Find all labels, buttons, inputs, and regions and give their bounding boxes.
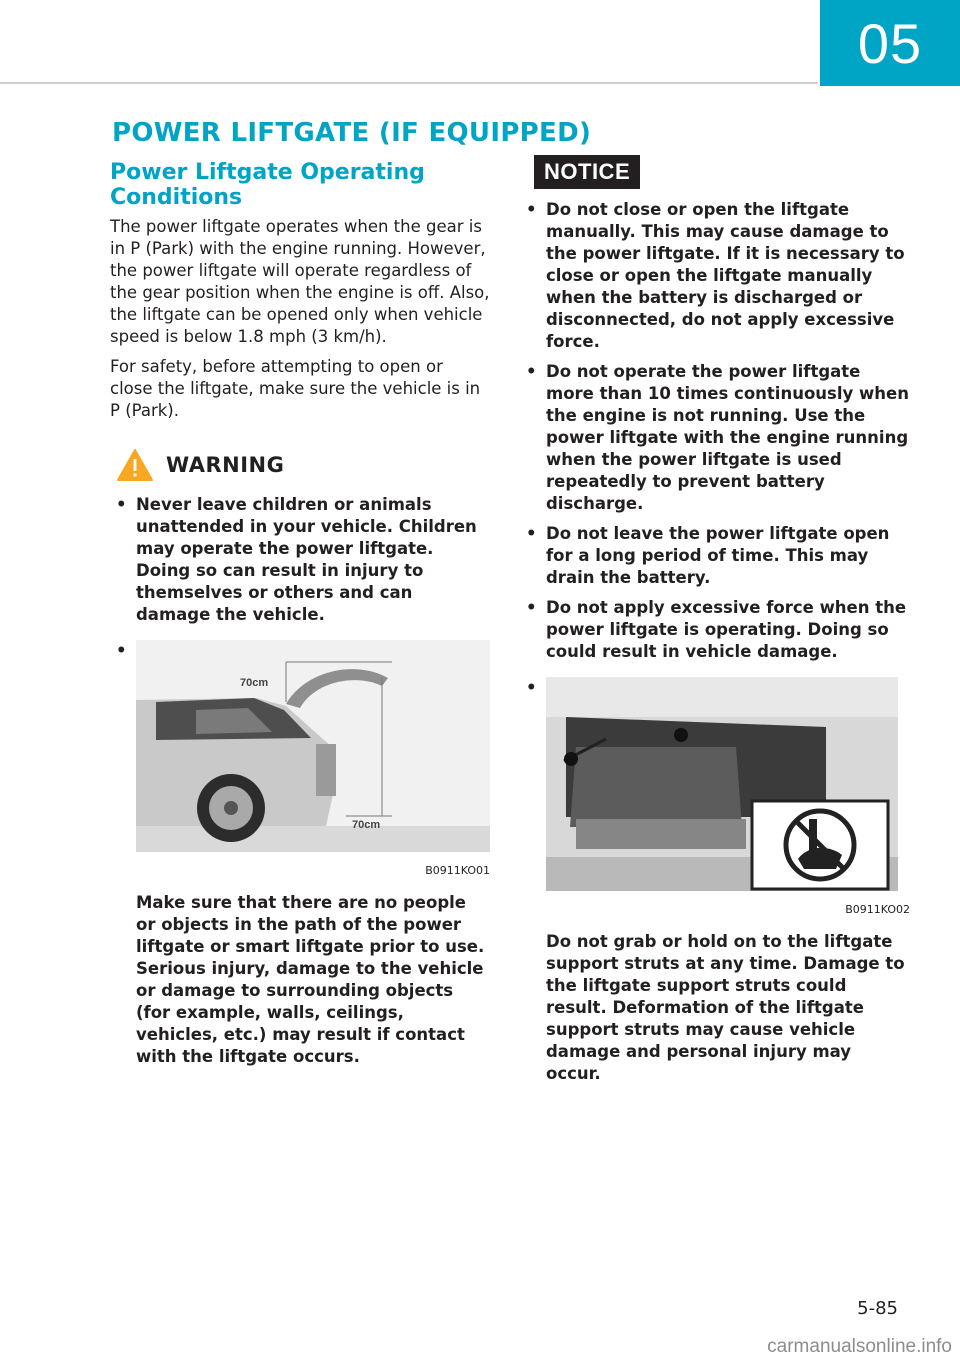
notice-text: Do not operate the power liftgate more than 10 times continuously when the engine is not running. Use the power liftgate with the engine running when the power liftgate is used repeatedly to prevent battery discharge.: [546, 362, 909, 513]
list-item: [520, 677, 910, 1085]
list-item: [110, 640, 490, 1068]
bullet: •: [526, 598, 537, 617]
bullet: •: [526, 678, 537, 697]
list-item: [520, 597, 910, 663]
figure-liftgate-struts: [546, 677, 910, 921]
warning-triangle-icon: [116, 448, 154, 482]
paragraph-operating-conditions: The power liftgate operates when the gear is in P (Park) with the engine running. However, the power liftgate will operate regardless of the gear position when the engine is off. Also, the liftgate can be opened only when vehicle speed is below 1.8 mph (3 km/h).: [110, 217, 490, 346]
notice-text: Do not close or open the liftgate manually. This may cause damage to the power liftgate. If it is necessary to close or open the liftgate manually when the battery is discharged or disconnected, do not apply excessive force.: [546, 200, 905, 351]
bullet: •: [526, 200, 537, 219]
bullet: •: [526, 524, 537, 543]
page-number: 5-85: [857, 1298, 898, 1319]
notice-label: NOTICE: [534, 155, 640, 189]
liftgate-struts-image: [546, 677, 898, 891]
chapter-tab: [820, 0, 960, 86]
right-column: [520, 155, 910, 1093]
bullet: •: [116, 641, 127, 660]
list-item: [110, 494, 490, 626]
notice-text: Do not grab or hold on to the liftgate support struts at any time. Damage to the liftgate support struts could result. Deformation of the liftgate support struts may cause vehicle damage and personal injury may occur.: [546, 932, 905, 1083]
notice-text: Do not leave the power liftgate open for a long period of time. This may drain the battery.: [546, 524, 890, 587]
list-item: [520, 199, 910, 353]
left-column: [110, 160, 490, 1076]
bullet: •: [526, 362, 537, 381]
clearance-label-bottom: 70cm: [352, 819, 381, 831]
paragraph-safety: For safety, before attempting to open or close the liftgate, make sure the vehicle is in P (Park).: [110, 357, 481, 420]
list-item: [520, 361, 910, 515]
warning-list: [110, 494, 490, 1068]
list-item: [520, 523, 910, 589]
warning-text: Never leave children or animals unattended in your vehicle. Children may operate the power liftgate. Doing so can result in injury to themselves or others and can damage the vehicle.: [136, 495, 477, 624]
bullet: •: [116, 495, 127, 514]
warning-text: Make sure that there are no people or objects in the path of the power liftgate or smart liftgate prior to use. Serious injury, damage to the vehicle or damage to surrounding objects (for example, walls, ceilings, vehicles, etc.) may result if contact with the liftgate occurs.: [136, 893, 485, 1066]
header-rule: [0, 82, 818, 84]
figure-code: B0911KO01: [425, 864, 490, 877]
notice-list: [520, 199, 910, 1085]
figure-code: B0911KO02: [845, 903, 910, 916]
suv-liftgate-clearance-image: [136, 640, 490, 852]
subsection-heading: Power Liftgate Operating Conditions: [110, 160, 425, 210]
chapter-number: 05: [857, 11, 923, 75]
notice-text: Do not apply excessive force when the power liftgate is operating. Doing so could result in vehicle damage.: [546, 598, 907, 661]
warning-label: WARNING: [166, 453, 285, 477]
figure-suv-clearance: [136, 640, 490, 882]
section-title: POWER LIFTGATE (IF EQUIPPED): [112, 118, 592, 148]
watermark: carmanualsonline.info: [767, 1336, 952, 1357]
clearance-label-top: 70cm: [240, 677, 269, 689]
warning-heading: [116, 448, 490, 482]
